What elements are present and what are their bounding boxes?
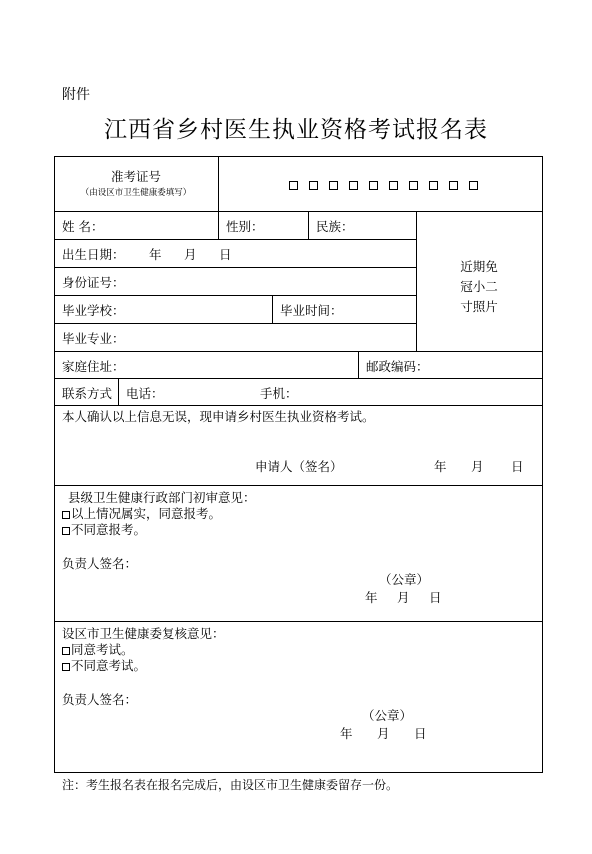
- col-divider: [218, 156, 219, 239]
- declaration-year: 年: [434, 459, 447, 474]
- exam-number-boxes[interactable]: [289, 177, 489, 192]
- row-divider: [54, 351, 543, 352]
- digit-box[interactable]: [429, 181, 438, 190]
- row-divider: [54, 295, 416, 296]
- county-day: 日: [429, 590, 442, 605]
- birth-year-label: 年: [149, 247, 162, 262]
- row-divider: [54, 239, 416, 240]
- digit-box[interactable]: [409, 181, 418, 190]
- row-divider: [54, 323, 416, 324]
- birth-day-label: 日: [219, 247, 232, 262]
- row-divider: [54, 485, 543, 486]
- county-month: 月: [397, 590, 410, 605]
- exam-number-sublabel: （由设区市卫生健康委填写）: [80, 188, 192, 198]
- row-divider: [54, 378, 543, 379]
- form-title: 江西省乡村医生执业资格考试报名表: [104, 117, 488, 143]
- city-year: 年: [340, 726, 353, 741]
- declaration-day: 日: [511, 459, 524, 474]
- attachment-label: 附件: [62, 87, 90, 103]
- name-field-label: 姓 名：: [62, 219, 104, 234]
- mobile-label: 手机：: [260, 386, 298, 401]
- photo-line: 冠小二: [460, 279, 498, 294]
- address-label: 家庭住址：: [62, 359, 125, 374]
- city-month: 月: [377, 726, 390, 741]
- digit-box[interactable]: [309, 181, 318, 190]
- photo-line: 寸照片: [460, 299, 498, 314]
- digit-box[interactable]: [289, 181, 298, 190]
- school-label: 毕业学校：: [62, 303, 125, 318]
- option-label: 以上情况属实，同意报考。: [71, 506, 222, 521]
- county-year: 年: [365, 590, 378, 605]
- col-divider: [118, 378, 119, 405]
- declaration-month: 月: [471, 459, 484, 474]
- digit-box[interactable]: [389, 181, 398, 190]
- digit-box[interactable]: [469, 181, 478, 190]
- county-seal-label: （公章）: [379, 572, 430, 587]
- postcode-label: 邮政编码：: [366, 359, 429, 374]
- declaration-text: 本人确认以上信息无误，现申请乡村医生执业资格考试。: [62, 409, 375, 424]
- row-divider: [54, 621, 543, 622]
- row-divider: [54, 267, 416, 268]
- city-signature-label: 负责人签名：: [62, 692, 138, 707]
- col-divider: [308, 211, 309, 239]
- digit-box[interactable]: [449, 181, 458, 190]
- major-label: 毕业专业：: [62, 331, 125, 346]
- option-label: 同意考试。: [71, 642, 134, 657]
- photo-placeholder: [418, 257, 540, 317]
- digit-box[interactable]: [349, 181, 358, 190]
- col-divider: [416, 211, 417, 351]
- county-signature-label: 负责人签名：: [62, 556, 138, 571]
- col-divider: [272, 295, 273, 323]
- footnote: 注：考生报名表在报名完成后，由设区市卫生健康委留存一份。: [62, 778, 399, 792]
- city-day: 日: [414, 726, 427, 741]
- digit-box[interactable]: [369, 181, 378, 190]
- option-label: 不同意报考。: [71, 522, 147, 537]
- digit-box[interactable]: [329, 181, 338, 190]
- checkbox-icon[interactable]: [62, 647, 70, 655]
- contact-label: 联系方式: [62, 386, 113, 401]
- ethnicity-field-label: 民族：: [316, 219, 354, 234]
- checkbox-icon[interactable]: [62, 527, 70, 535]
- county-review-title: 县级卫生健康行政部门初审意见：: [68, 490, 256, 505]
- checkbox-icon[interactable]: [62, 663, 70, 671]
- checkbox-icon[interactable]: [62, 511, 70, 519]
- col-divider: [358, 351, 359, 378]
- exam-number-label: 准考证号: [110, 169, 161, 184]
- row-divider: [54, 211, 543, 212]
- photo-line: 近期免: [460, 259, 498, 274]
- birth-month-label: 月: [184, 247, 197, 262]
- city-seal-label: （公章）: [362, 708, 413, 723]
- county-option-reject[interactable]: [62, 520, 146, 538]
- gender-field-label: 性别：: [226, 219, 264, 234]
- applicant-signature-label: 申请人（签名）: [255, 459, 343, 474]
- city-option-reject[interactable]: [62, 656, 146, 674]
- graduation-time-label: 毕业时间：: [280, 303, 343, 318]
- id-number-label: 身份证号：: [62, 275, 125, 290]
- city-review-title: 设区市卫生健康委复核意见：: [62, 626, 225, 641]
- option-label: 不同意考试。: [71, 658, 147, 673]
- row-divider: [54, 405, 543, 406]
- birth-date-label: 出生日期：: [62, 247, 125, 262]
- phone-label: 电话：: [126, 386, 164, 401]
